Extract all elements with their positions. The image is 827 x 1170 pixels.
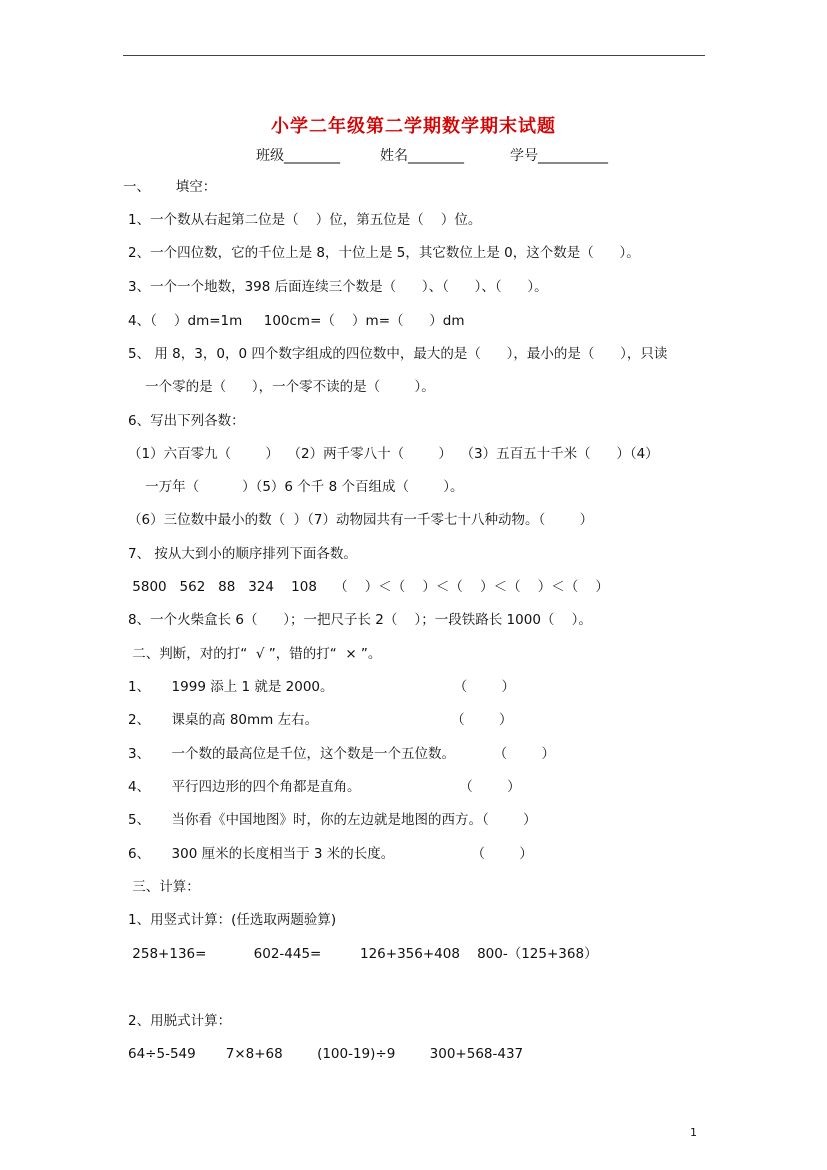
question-line: （6）三位数中最小的数（ ）（7）动物园共有一千零七十八种动物。（ ） [128, 512, 594, 528]
question-line: 2、一个四位数，它的千位上是 8，十位上是 5，其它数位上是 0，这个数是（ ）。 [128, 245, 640, 261]
judgement-item: 5、 当你看《中国地图》时，你的左边就是地图的西方。（ ） [128, 812, 537, 828]
question-line: 7、 按从大到小的顺序排列下面各数。 [128, 546, 357, 562]
judgement-item: 3、 一个数的最高位是千位，这个数是一个五位数。 （ ） [128, 746, 555, 762]
question-line: 8、一个火柴盒长 6（ ）；一把尺子长 2（ ）；一段铁路长 1000（ ）。 [128, 612, 592, 628]
section-calculation-heading: 三、计算： [128, 879, 200, 895]
section-fill-blank-heading: 一、 填空： [123, 179, 217, 195]
question-line: 1、一个数从右起第二位是（ ）位，第五位是（ ）位。 [128, 212, 482, 228]
ordering-line: 5800 562 88 324 108 （ ）＜（ ）＜（ ）＜（ ）＜（ ） [128, 579, 609, 595]
question-line-continued: 一万年（ ）（5）6 个千 8 个百组成（ ）。 [128, 479, 464, 495]
question-line: 3、一个一个地数，398 后面连续三个数是（ ）、（ ）、（ ）。 [128, 279, 548, 295]
question-line: 1、用竖式计算：(任选取两题验算) [128, 912, 337, 928]
judgement-item: 2、 课桌的高 80mm 左右。 （ ） [128, 712, 513, 728]
page-number: 1 [690, 1126, 697, 1139]
judgement-item: 6、 300 厘米的长度相当于 3 米的长度。 （ ） [128, 846, 533, 862]
number-field-label: 学号__________ [510, 148, 608, 164]
judgement-item: 4、 平行四边形的四个角都是直角。 （ ） [128, 779, 521, 795]
question-line: 2、用脱式计算： [128, 1013, 232, 1029]
question-line: 4、（ ）dm=1m 100cm=（ ）m=（ ）dm [128, 313, 465, 329]
name-field-label: 姓名________ [380, 148, 464, 164]
header-rule [123, 55, 705, 56]
class-field-label: 班级________ [256, 148, 340, 164]
section-judgement-heading: 二、判断，对的打“ √ ”，错的打“ × ”。 [128, 646, 382, 662]
judgement-item: 1、 1999 添上 1 就是 2000。 （ ） [128, 679, 515, 695]
calculation-line: 64÷5-549 7×8+68 (100-19)÷9 300+568-437 [128, 1046, 524, 1062]
page-title: 小学二年级第二学期数学期末试题 [271, 116, 556, 137]
calculation-line: 258+136= 602-445= 126+356+408 800-（125+368） [128, 946, 598, 962]
question-line: （1）六百零九（ ） （2）两千零八十（ ） （3）五百五十千米（ ）（4） [128, 446, 659, 462]
question-line: 5、 用 8，3，0，0 四个数字组成的四位数中，最大的是（ ），最小的是（ ），只读 [128, 346, 668, 362]
question-line-continued: 一个零的是（ ），一个零不读的是（ ）。 [128, 379, 435, 395]
question-line: 6、写出下列各数： [128, 413, 245, 429]
